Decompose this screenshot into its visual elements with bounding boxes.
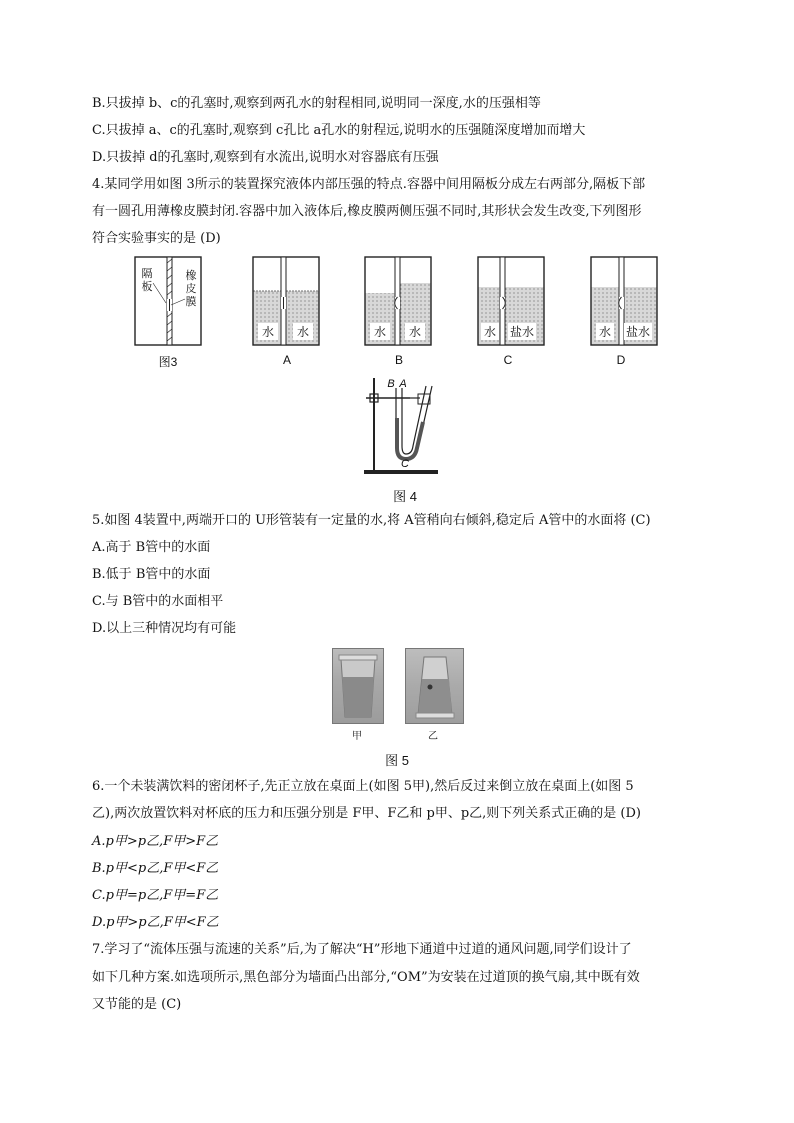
option-c-letter: C [503,353,513,367]
question-4-line3: 符合实验事实的是 (D) [92,231,221,246]
option-a-figure [251,255,323,355]
option-c-q5: C.与 B管中的水面相平 [92,594,224,609]
option-d-q3: D.只拔掉 d的孔塞时,观察到有水流出,说明水对容器底有压强 [92,150,439,165]
option-c-figure [476,255,548,355]
option-d-figure [589,255,661,355]
option-d-right-label: 盐水 [625,325,650,339]
option-b-q5: B.低于 B管中的水面 [92,567,211,582]
option-a-right-label: 水 [293,323,313,340]
fig4-label-c: C [401,458,409,470]
option-a-left-label: 水 [258,323,278,340]
fig3-label-partition: 隔板 [141,268,153,293]
question-6-line2: 乙),两次放置饮料对杯底的压力和压强分别是 F甲、F乙和 p甲、p乙,则下列关系式正确的是 (D) [92,806,641,821]
option-c-q3: C.只拔掉 a、c的孔塞时,观察到 c孔比 a孔水的射程远,说明水的压强随深度增加而增大 [92,123,586,138]
option-b-right-label: 水 [405,323,425,340]
fig4-label-b: B [387,378,395,390]
option-a-letter: A [282,353,291,367]
question-7-line3: 又节能的是 (C) [92,997,182,1012]
option-d-left-label: 水 [596,323,614,340]
fig4-label-a: A [399,378,407,390]
option-d-letter: D [616,353,626,367]
option-c-right-label: 盐水 [509,325,534,339]
option-b-q3: B.只拔掉 b、c的孔塞时,观察到两孔水的射程相同,说明同一深度,水的压强相等 [92,96,541,111]
fig4-caption: 图 4 [393,489,417,504]
option-d-q6: D.p甲>p乙,F甲<F乙 [92,915,219,930]
fig3-caption: 图3 [158,355,178,369]
cup-upright-image [333,649,383,723]
option-d-q5: D.以上三种情况均有可能 [92,621,237,636]
photo-jia [332,648,384,724]
question-7-line2: 如下几种方案.如选项所示,黑色部分为墙面凸出部分,“ΟM”为安装在过道顶的换气扇,其中既有效 [92,970,640,985]
question-4-line1: 4.某同学用如图 3所示的装置探究液体内部压强的特点.容器中间用隔板分成左右两部分,隔板下部 [92,177,646,192]
photo-yi [405,648,464,724]
question-4-line2: 有一圆孔用薄橡皮膜封闭.容器中加入液体后,橡皮膜两侧压强不同时,其形状会发生改变,下列图形 [92,204,642,219]
option-a-q6: A.p甲>p乙,F甲>F乙 [92,834,219,849]
fig5-caption: 图 5 [385,753,409,768]
option-c-q6: C.p甲=p乙,F甲=F乙 [92,888,219,903]
question-5: 5.如图 4装置中,两端开口的 U形管装有一定量的水,将 A管稍向右倾斜,稳定后 A管中的水面将 (C) [92,513,651,528]
option-b-letter: B [394,353,403,367]
question-6-line1: 6.一个未装满饮料的密闭杯子,先正立放在桌面上(如图 5甲),然后反过来倒立放在桌面上(如图 5 [92,779,634,794]
question-7-line1: 7.学习了“流体压强与流速的关系”后,为了解决“H”形地下通道中过道的通风问题,同学们设计了 [92,942,632,957]
option-b-figure [363,255,435,355]
option-b-q6: B.p甲<p乙,F甲<F乙 [92,861,219,876]
fig3-label-membrane: 橡皮膜 [185,270,197,308]
option-a-q5: A.高于 B管中的水面 [92,540,211,555]
option-c-left-label: 水 [481,323,499,340]
fig5-label-jia: 甲 [352,731,362,742]
option-b-left-label: 水 [370,323,390,340]
fig5-label-yi: 乙 [428,731,438,742]
cup-inverted-image [406,649,463,723]
